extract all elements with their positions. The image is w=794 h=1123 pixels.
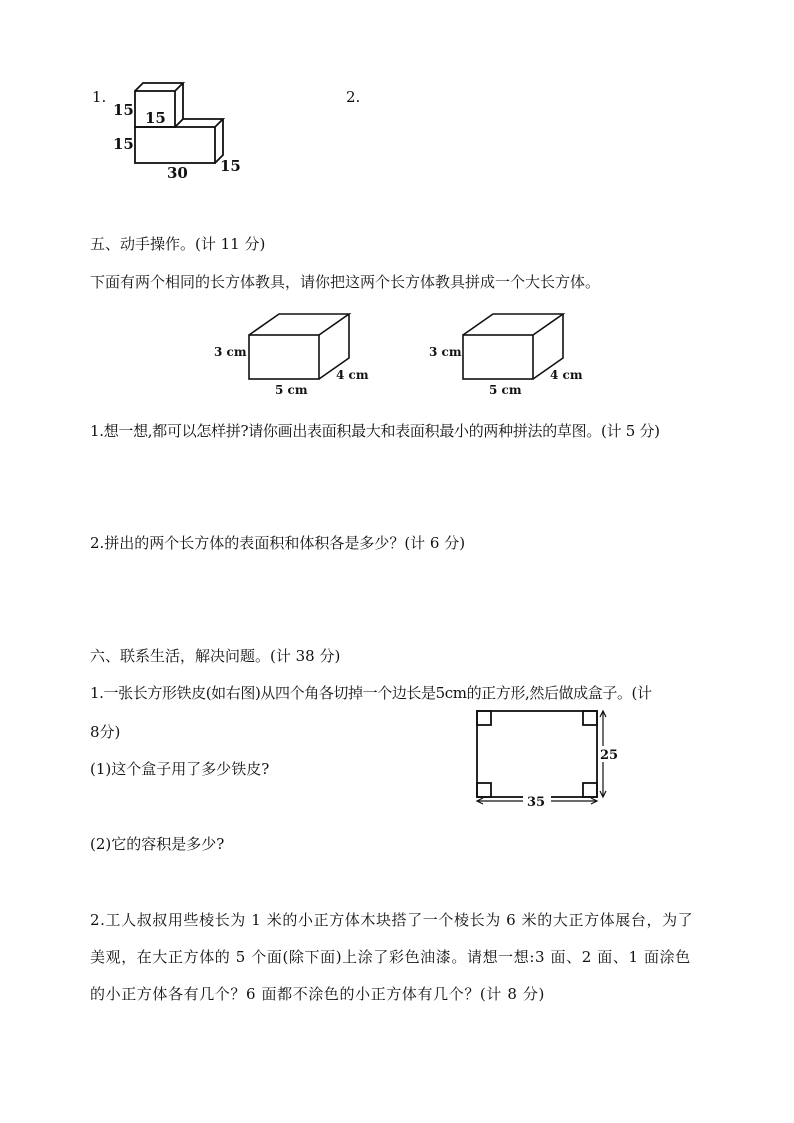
sheet-length-label: 35: [527, 795, 546, 810]
section5-question-2: 2.拼出的两个长方体的表面积和体积各是多少？(计 6 分): [90, 534, 466, 552]
section6-question-1-line2: 8分): [90, 723, 121, 741]
box2-width-label: 4 cm: [550, 368, 583, 382]
sheet-height-label: 25: [600, 748, 619, 763]
depth-label: 15: [220, 157, 241, 175]
section5-intro: 下面有两个相同的长方体教具，请你把这两个长方体教具拼成一个大长方体。: [90, 273, 601, 291]
section6-heading: 六、联系生活，解决问题。(计 38 分): [90, 647, 341, 665]
section6-question-2-line1: 2.工人叔叔用些棱长为 1 米的小正方体木块搭了一个棱长为 6 米的大正方体展台，为了: [90, 911, 694, 929]
top-height-label: 15: [113, 101, 134, 119]
box2-length-label: 5 cm: [489, 383, 522, 397]
section6-question-1-sub2: (2)它的容积是多少?: [90, 835, 225, 853]
cuboid-teaching-aid-1: [212, 306, 382, 401]
section5-heading: 五、动手操作。(计 11 分): [90, 235, 266, 253]
section6-question-2-line2: 美观，在大正方体的 5 个面(除下面)上涂了彩色油漆。请想一想:3 面、2 面、1 面涂色: [90, 948, 691, 966]
box1-height-label: 3 cm: [214, 345, 247, 359]
section6-question-2-line3: 的小正方体各有几个？6 面都不涂色的小正方体有几个？(计 8 分): [90, 985, 545, 1003]
top-width-label: 15: [145, 109, 166, 127]
section6-question-1-sub1: (1)这个盒子用了多少铁皮?: [90, 760, 270, 778]
bottom-height-label: 15: [113, 135, 134, 153]
figure1-number: 1.: [92, 88, 107, 106]
box2-height-label: 3 cm: [429, 345, 462, 359]
length-label: 30: [167, 164, 188, 182]
section6-question-1-line1: 1.一张长方形铁皮(如右图)从四个角各切掉一个边长是5cm的正方形,然后做成盒子。(计: [90, 684, 652, 702]
box1-length-label: 5 cm: [275, 383, 308, 397]
cuboid-teaching-aid-2: [426, 306, 596, 401]
box1-width-label: 4 cm: [336, 368, 369, 382]
figure2-number: 2.: [346, 88, 361, 106]
iron-sheet-figure: [470, 706, 620, 810]
section5-question-1: 1.想一想,都可以怎样拼?请你画出表面积最大和表面积最小的两种拼法的草图。(计 5 分): [90, 422, 660, 440]
stacked-cuboid-figure: [108, 74, 248, 184]
